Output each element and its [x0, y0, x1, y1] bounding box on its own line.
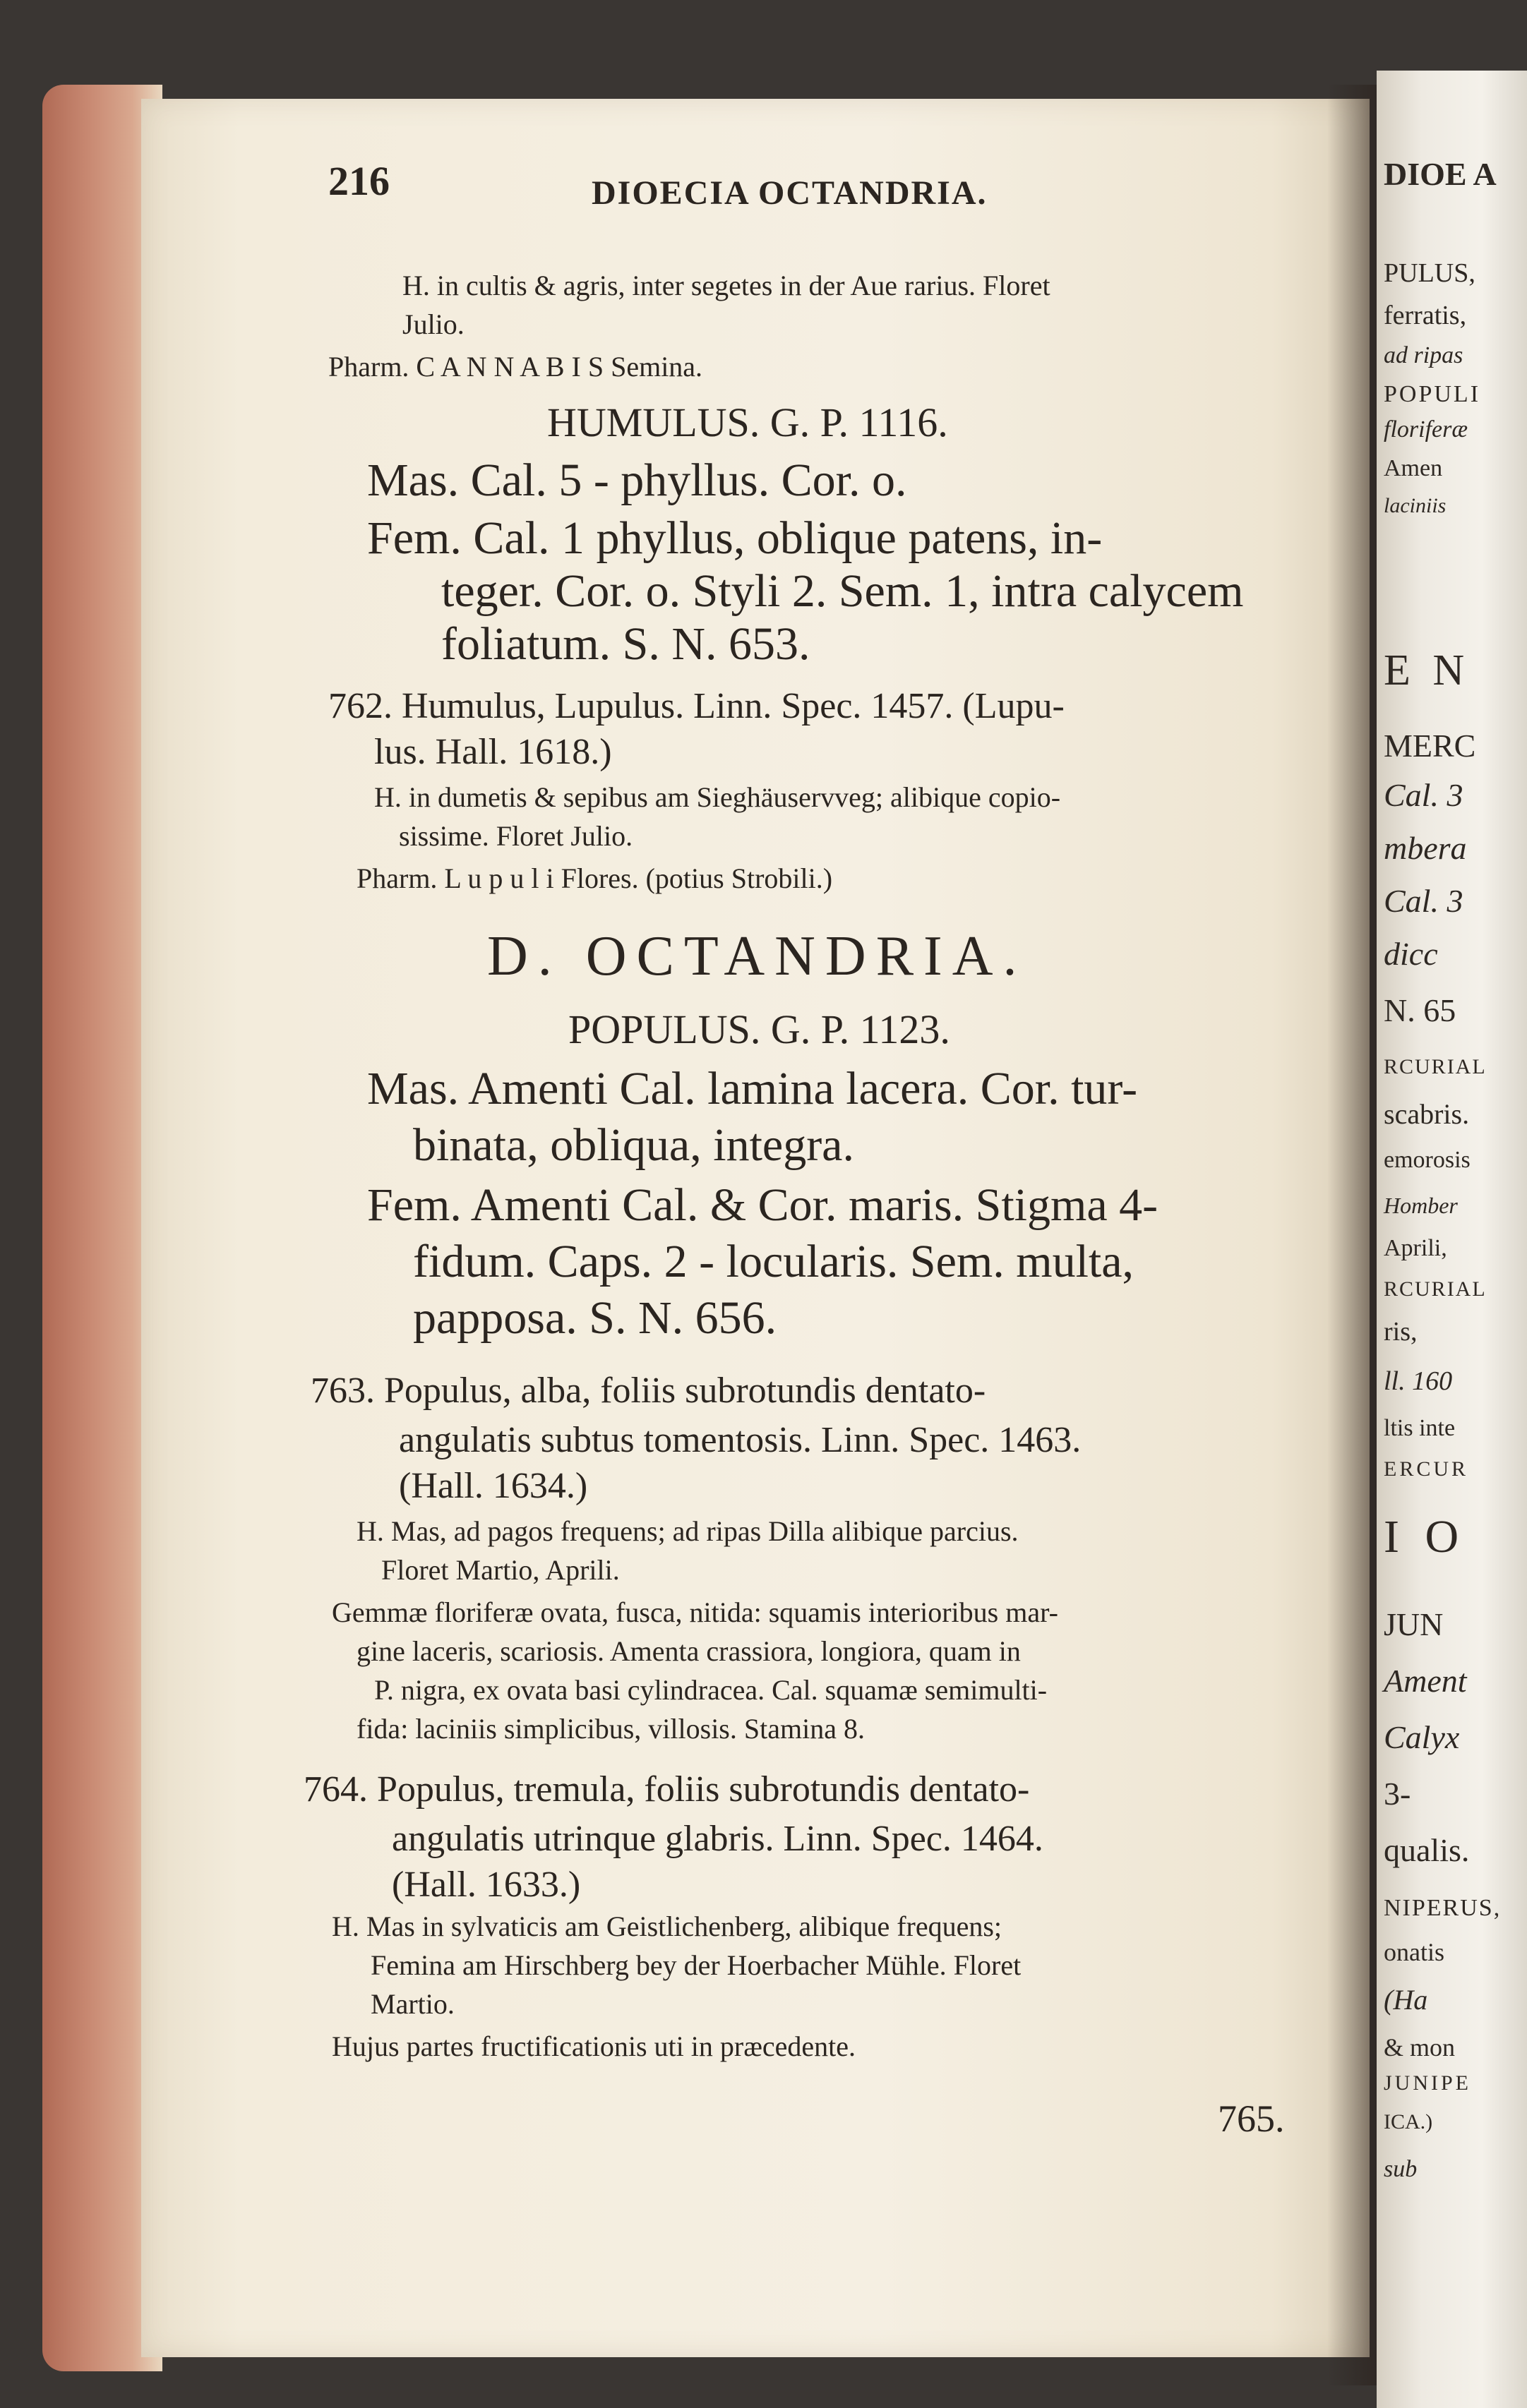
text-line: Femina am Hirschberg bey der Hoerbacher Mühle. Floret — [371, 1949, 1022, 1981]
facing-fragment: Homber — [1384, 1193, 1458, 1218]
facing-fragment: Aprili, — [1384, 1235, 1447, 1261]
text-line: angulatis subtus tomentosis. Linn. Spec. 1463. — [399, 1420, 1082, 1460]
genus-heading: POPULUS. G. P. 1123. — [568, 1006, 950, 1052]
facing-fragment: dicc — [1384, 936, 1438, 972]
facing-fragment: qualis. — [1384, 1832, 1470, 1868]
facing-fragment: emorosis — [1384, 1147, 1471, 1173]
facing-fragment: 3- — [1384, 1776, 1411, 1812]
text-line: H. in cultis & agris, inter segetes in der Aue rarius. Floret — [402, 270, 1050, 301]
catchword: 765. — [1218, 2097, 1285, 2140]
text-line: (Hall. 1633.) — [392, 1865, 581, 1905]
facing-fragment: Cal. 3 — [1384, 883, 1463, 919]
text-line: Pharm. C A N N A B I S Semina. — [328, 351, 703, 383]
facing-fragment: MERC — [1384, 728, 1476, 764]
text-line: teger. Cor. o. Styli 2. Sem. 1, intra calycem — [441, 565, 1244, 617]
facing-fragment: RCURIAL — [1384, 1277, 1487, 1301]
text-line: angulatis utrinque glabris. Linn. Spec. 1464. — [392, 1819, 1043, 1859]
facing-fragment: N. 65 — [1384, 992, 1456, 1028]
facing-fragment: laciniis — [1384, 494, 1447, 517]
species-entry: 762. Humulus, Lupulus. Linn. Spec. 1457. (Lupu- — [328, 686, 1065, 726]
section-heading: D. OCTANDRIA. — [487, 925, 1027, 987]
running-head: DIOECIA OCTANDRIA. — [592, 174, 988, 212]
facing-fragment: ERCUR — [1384, 1457, 1469, 1481]
text-line: foliatum. S. N. 653. — [441, 618, 810, 670]
facing-fragment: sub — [1384, 2156, 1418, 2182]
facing-fragment: JUN — [1384, 1606, 1444, 1642]
species-entry: 764. Populus, tremula, foliis subrotundis dentato- — [304, 1769, 1030, 1810]
facing-fragment: Ament — [1384, 1663, 1467, 1699]
text-line: H. Mas in sylvaticis am Geistlichenberg, alibique frequens; — [332, 1910, 1002, 1942]
facing-fragment: scabris. — [1384, 1098, 1470, 1130]
facing-fragment: Cal. 3 — [1384, 777, 1463, 813]
text-line: fida: laciniis simplicibus, villosis. Stamina 8. — [357, 1713, 865, 1745]
facing-fragment: (Ha — [1384, 1984, 1428, 2016]
species-entry: 763. Populus, alba, foliis subrotundis dentato- — [311, 1371, 986, 1411]
facing-fragment: ltis inte — [1384, 1415, 1456, 1441]
text-line: Gemmæ floriferæ ovata, fusca, nitida: squamis interioribus mar- — [332, 1596, 1058, 1628]
text-line: H. Mas, ad pagos frequens; ad ripas Dilla alibique parcius. — [357, 1515, 1019, 1547]
facing-fragment: ICA.) — [1384, 2110, 1433, 2133]
facing-fragment: NIPERUS, — [1384, 1895, 1502, 1921]
facing-fragment: Amen — [1384, 455, 1443, 481]
text-line: Fem. Cal. 1 phyllus, oblique patens, in- — [367, 512, 1103, 564]
facing-fragment: mbera — [1384, 830, 1467, 866]
text-line: binata, obliqua, integra. — [413, 1119, 854, 1171]
facing-fragment: JUNIPE — [1384, 2071, 1472, 2095]
page-number: 216 — [328, 158, 390, 204]
facing-fragment: & mon — [1384, 2033, 1456, 2061]
text-line: P. nigra, ex ovata basi cylindracea. Cal. squamæ semimulti- — [374, 1674, 1048, 1706]
text-line: Pharm. L u p u l i Flores. (potius Strobili.) — [357, 862, 833, 894]
facing-fragment: PULUS, — [1384, 258, 1475, 288]
text-line: Mas. Cal. 5 - phyllus. Cor. o. — [367, 454, 907, 506]
text-line: fidum. Caps. 2 - locularis. Sem. multa, — [413, 1236, 1134, 1287]
text-line: sissime. Floret Julio. — [399, 820, 633, 852]
text-line: (Hall. 1634.) — [399, 1466, 588, 1506]
text-line: Fem. Amenti Cal. & Cor. maris. Stigma 4- — [367, 1179, 1158, 1231]
text-line: Mas. Amenti Cal. lamina lacera. Cor. tur- — [367, 1063, 1138, 1114]
facing-fragment: onatis — [1384, 1938, 1444, 1966]
facing-fragment: ris, — [1384, 1317, 1418, 1347]
text-line: Martio. — [371, 1988, 455, 2020]
facing-fragment: ad ripas — [1384, 342, 1463, 368]
facing-fragment: floriferæ — [1384, 416, 1468, 443]
facing-fragment: ll. 160 — [1384, 1366, 1453, 1396]
genus-heading: HUMULUS. G. P. 1116. — [547, 399, 948, 445]
text-line: Hujus partes fructificationis uti in præcedente. — [332, 2030, 856, 2062]
facing-fragment: ferratis, — [1384, 301, 1467, 330]
facing-fragment: POPULI — [1384, 381, 1481, 407]
facing-fragment: DIOE A — [1384, 156, 1497, 192]
text-line: H. in dumetis & sepibus am Sieghäuservveg; alibique copio- — [374, 781, 1061, 813]
text-line: gine laceris, scariosis. Amenta crassiora, longiora, quam in — [357, 1635, 1021, 1667]
text-line: Julio. — [402, 308, 465, 340]
text-line: lus. Hall. 1618.) — [374, 732, 612, 772]
facing-fragment: Calyx — [1384, 1719, 1460, 1755]
text-line: papposa. S. N. 656. — [413, 1292, 777, 1344]
facing-fragment: E N — [1384, 646, 1471, 694]
text-line: Floret Martio, Aprili. — [381, 1554, 620, 1586]
facing-fragment: I O — [1384, 1511, 1466, 1563]
facing-fragment: RCURIAL — [1384, 1055, 1487, 1078]
